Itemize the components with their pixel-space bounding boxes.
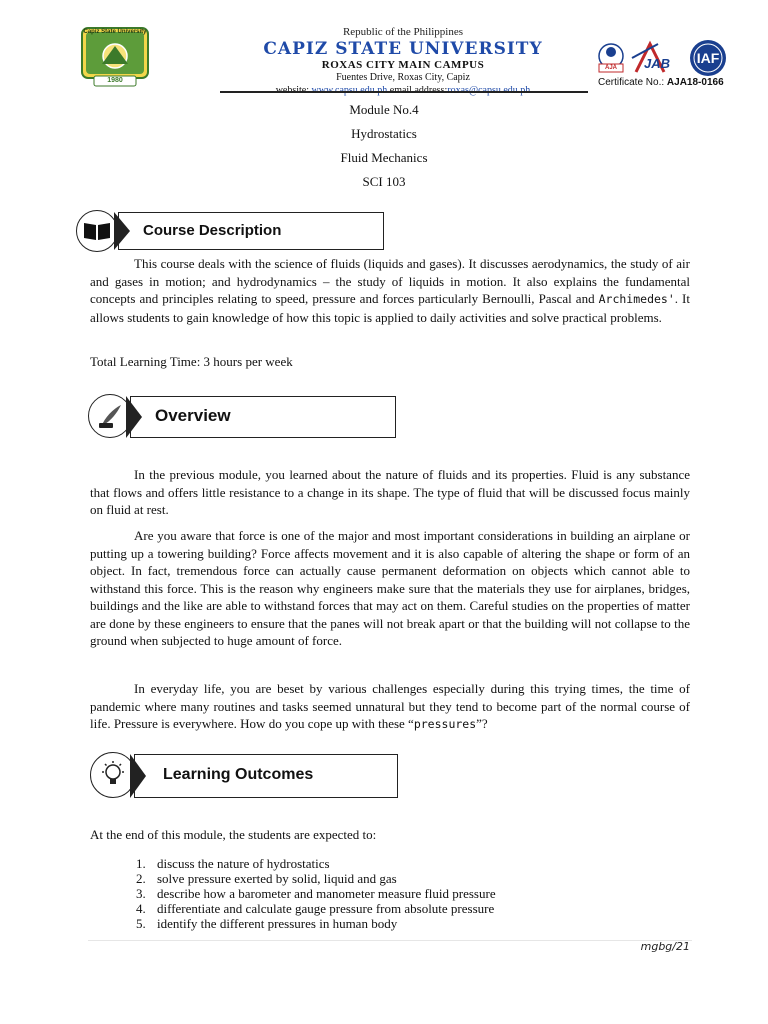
list-item [136,886,696,901]
course-description-title: Course Description [143,222,282,239]
learning-outcomes-intro: At the end of this module, the students are expected to: [90,827,377,842]
course-name: Fluid Mechanics [340,150,428,165]
list-text: describe how a barometer and manometer measure fluid pressure [157,886,496,901]
overview-paragraph-1: In the previous module, you learned about the nature of fluids and its properties. Fluid is any substance that flows and offers little resistance to a change in its shape. The type of fluid that will be discussed focus mainly on fluid at rest. [90,467,690,517]
overview-paragraph-2: Are you aware that force is one of the major and most important considerations in building an airplane or putting up a towering building? Force affects movement and it is also capable of altering the shape or form of an object. In fact, tremendous force can actually cause permanent deformation on objects which cannot able to withstand this force. This is the reason why engineers make sure that the materials they use for airplanes, bridges, buildings and the like are able to withstand forces that may act on them. Careful studies on the properties of matter are done by these engineers to ensure that the panes will not break apart or that the building will not collapse to the ground when subjected to huge amount of force. [90,528,690,648]
banner-pointer [130,754,146,798]
list-text: solve pressure exerted by solid, liquid and gas [157,871,397,886]
list-item [136,871,696,886]
footer-signature: mgbg/21 [640,940,690,953]
course-description-archimedes: Archimedes' [598,292,675,306]
learning-outcomes-banner [134,754,398,798]
certificate-label: Certificate No.: [598,77,667,88]
letterhead [218,26,588,97]
list-number: 3. [136,886,146,901]
total-learning-time: Total Learning Time: 3 hours per week [90,354,293,369]
list-text: identify the different pressures in human body [157,916,398,931]
list-number: 5. [136,916,146,931]
banner-pointer [126,396,142,438]
certification-logos [598,38,758,78]
list-text: differentiate and calculate gauge pressure from absolute pressure [157,901,495,916]
iaf-badge-text: IAF [696,50,720,66]
book-icon [76,210,118,252]
overview-paragraph-3-text-1: In everyday life, you are beset by various challenges especially during this trying times, the time of pandemic where many routines and tasks seemed unnatural but they tend to become part of the normal course of life. Pressure is everywhere. How do you cope up with these “ [90,681,690,731]
overview-banner [130,396,396,438]
module-topic: Hydrostatics [351,126,417,141]
learning-outcomes-title: Learning Outcomes [163,766,314,783]
jab-badge-text: JAB [643,56,670,71]
republic-line: Republic of the Philippines [342,26,464,38]
university-name: CAPIZ STATE UNIVERSITY [263,39,543,59]
banner-pointer [114,212,130,250]
list-number: 2. [136,871,146,886]
list-item [136,856,696,871]
list-item [136,916,696,931]
logo-year: 1980 [107,77,123,84]
logo-caption: Capiz State University [83,29,147,35]
overview-paragraph-3 [90,680,690,734]
university-logo [80,26,150,88]
list-item [136,901,696,916]
course-description-text-1: This course deals with the science of fluids (liquids and gases). It discusses aerodynamics, the study of air and gases in motion; and hydrodynamics – the study of liquids in motion. It also explains the fundamental concepts and principles relating to speed, pressure and forces particularly Bernoulli, Pascal and [90,256,690,306]
course-code: SCI 103 [362,174,406,189]
header-divider [220,91,588,93]
overview-title: Overview [155,406,231,425]
course-description-text [90,255,690,326]
overview-paragraph-3-text-2: ”? [476,716,488,731]
certificate-number [598,77,758,88]
footer-divider [88,940,692,941]
pressures-word: pressures [413,717,477,731]
list-number: 1. [136,856,146,871]
list-number: 4. [136,901,146,916]
aja-badge-text: AJA [604,65,617,71]
list-text: discuss the nature of hydrostatics [157,856,330,871]
campus-name: ROXAS CITY MAIN CAMPUS [321,59,485,71]
certificate-value: AJA18-0166 [666,77,724,88]
module-number: Module No.4 [349,102,419,117]
course-description-banner [118,212,384,250]
learning-outcomes-list [136,856,696,931]
course-description-text-2: . It allows students to gain knowledge of how this topic is applied to daily activities and solve practical problems. [90,291,690,325]
address: Fuentes Drive, Roxas City, Capiz [336,72,470,83]
